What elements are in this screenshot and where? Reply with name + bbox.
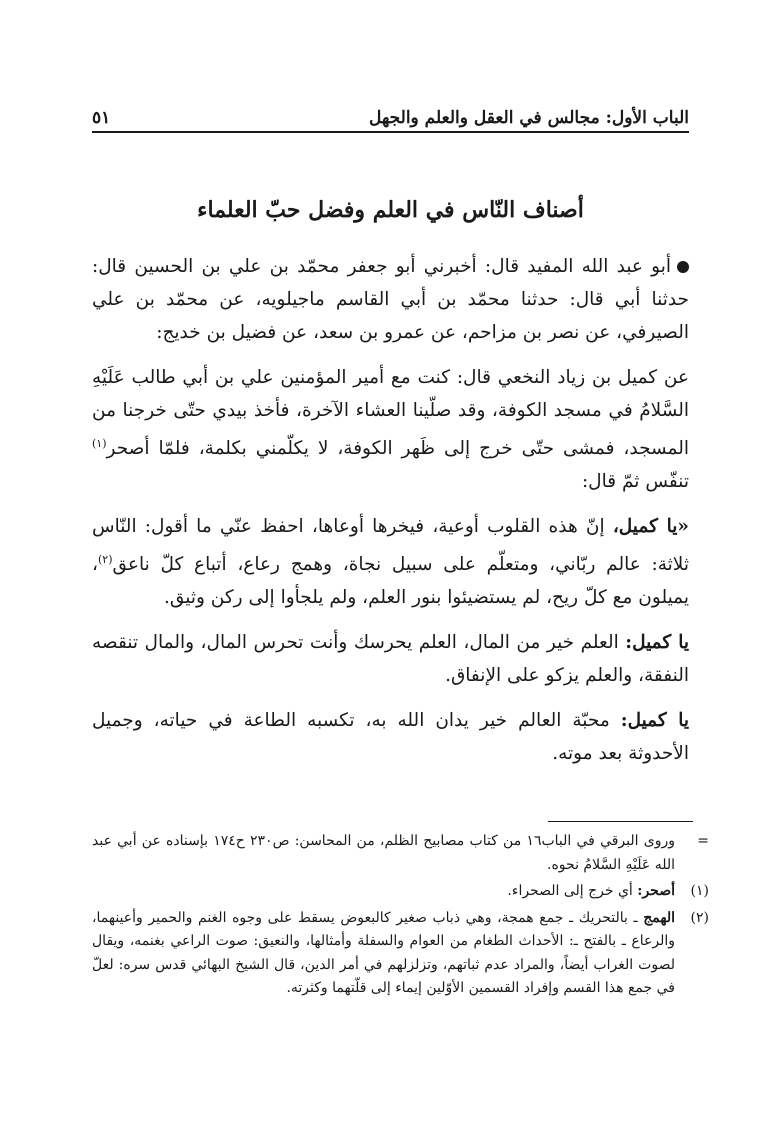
- paragraph-text: العلم خير من المال، العلم يحرسك وأنت تحرس المال، والمال تنقصه النفقة، والعلم يزكو على الإنفاق.: [92, 632, 689, 687]
- running-head: [92, 96, 689, 128]
- footnotes: [92, 830, 709, 1004]
- paragraph-kumayl-2: [92, 626, 689, 692]
- footnote-2: [92, 907, 709, 1001]
- paragraph-narration-end: تنفّس ثمّ قال:: [581, 471, 689, 493]
- footnote-number: =: [697, 833, 709, 849]
- paragraph-isnad: [92, 250, 689, 349]
- footnote-text: أي خرج إلى الصحراء.: [507, 883, 638, 899]
- footnote-body: [92, 880, 675, 904]
- footnote-ref-1: (١): [92, 437, 107, 450]
- footnote-lead: أصحر:: [637, 883, 675, 899]
- paragraph-kumayl-3: [92, 704, 689, 770]
- footnote-text: وروى البرقي في الباب١٦ من كتاب مصابيح الظلم، من المحاسن: ص٢٣٠ ح١٧٤ بإسناده عن أبي عبد الله عَلَيْهِ السَّلامُ نحوه.: [92, 833, 675, 873]
- footnote-body: [92, 830, 675, 877]
- footnote-number: (١): [690, 883, 709, 899]
- footnote-1: [92, 880, 709, 904]
- paragraph-lead: «يا كميل،: [612, 516, 689, 538]
- running-head-title: الباب الأول: مجالس في العقل والعلم والجهل: [368, 108, 689, 128]
- paragraph-kumayl-1: [92, 510, 689, 614]
- paragraph-isnad-text: أبو عبد الله المفيد قال: أخبرني أبو جعفر محمّد بن علي بن الحسين قال: حدثنا أبي قال: حدثنا محمّد بن أبي القاسم ماجيلويه، عن محمّد بن علي الصيرفي، عن نصر بن مزاحم، عن عمرو بن سعد، عن فضيل بن خديج:: [92, 256, 689, 343]
- paragraph-narration-text: عن كميل بن زياد النخعي قال: كنت مع أمير المؤمنين علي بن أبي طالب عَلَيْهِ السَّلامُ في مسجد الكوفة، وقد صلّينا العشاء الآخرة، فأخذ بيدي حتّى خرجنا من المسجد، فمشى حتّى خرج إلى ظَهر الكوفة، لا يكلّمني بكلمة، فلمّا أصحر: [92, 367, 689, 460]
- footnote-rule: [548, 821, 693, 822]
- footnote-number: (٢): [690, 909, 709, 926]
- paragraph-lead: يا كميل:: [620, 710, 689, 732]
- paragraph-narration: [92, 361, 689, 498]
- footnote-lead: الهمج: [643, 909, 675, 926]
- paragraph-lead: يا كميل:: [625, 632, 690, 654]
- footnote-continuation: [92, 830, 709, 877]
- paragraph-text-end: ، يميلون مع كلّ ريح، لم يستضيئوا بنور العلم، ولم يلجأوا إلى ركن وثيق.: [92, 554, 689, 609]
- footnote-ref-2: (٢): [97, 553, 113, 567]
- header-rule: [92, 131, 689, 133]
- chapter-title: أصناف النّاس في العلم وفضل حبّ العلماء: [197, 197, 584, 223]
- body-text: [92, 250, 689, 782]
- paragraph-text: محبّة العالم خير يدان الله به، تكسبه الطاعة في حياته، وجميل الأحدوثة بعد موته.: [92, 710, 689, 765]
- footnote-body: [92, 907, 675, 1001]
- paragraph-text: إنّ هذه القلوب أوعية، فيخرها أوعاها، احفظ عنّي ما أقول: النّاس ثلاثة: عالم ربّاني، ومتعلّم على سبيل نجاة، وهمج رعاع، أتباع كلّ ناعق: [92, 516, 689, 576]
- page-number: ٥١: [92, 108, 111, 128]
- bullet-icon: [677, 261, 689, 273]
- footnote-text: ـ بالتحريك ـ جمع همجة، وهي ذباب صغير كالبعوض يسقط على وجوه الغنم والحمير وأعينهما، والرعاع ـ بالفتح ـ: الأحداث الطغام من العوام والسفلة وأمثالها، والنعيق: صوت الراعي بغنمه، ويقال لصوت الغراب أيضاً، والمراد عدم ثباتهم، وتزلزلهم في أمر الدين، قال الشيخ البهائي قدس سره: لعلّ في جمع هذا القسم وإفراد القسمين الأوّلين إيماء إلى قلّتهما وكثرته.: [92, 909, 675, 996]
